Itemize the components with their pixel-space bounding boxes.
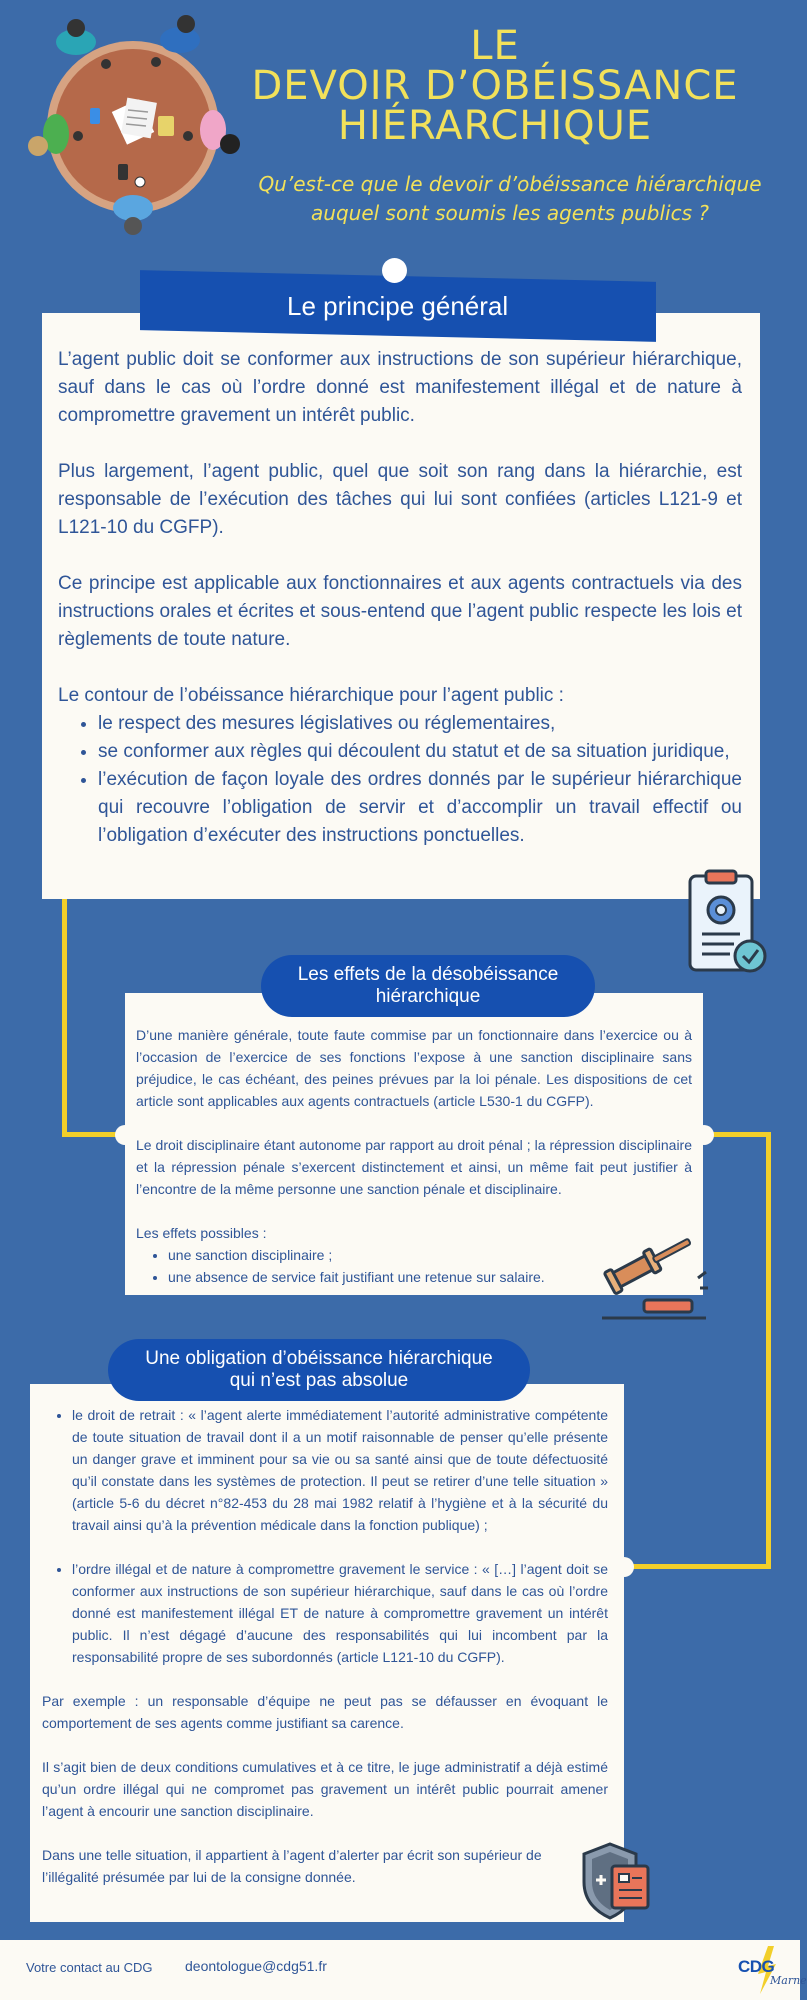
principle-text <box>58 346 742 850</box>
list-item: • une sanction disciplinaire ; <box>168 1244 692 1266</box>
section-pill-limits <box>108 1339 530 1401</box>
connector-line <box>62 899 67 1135</box>
section-title-line: qui n’est pas absolue <box>229 1370 409 1391</box>
paragraph: Ce principe est applicable aux fonctionnaires et aux agents contractuels via des instructions orales et écrites et sous-entend que l’agent public respecte les lois et règlements de toute nature. <box>58 573 742 650</box>
list-item: • une absence de service fait justifiant une retenue sur salaire. <box>168 1266 692 1288</box>
list-item: • l’exécution de façon loyale des ordres donnés par le supérieur hiérarchique qui recouvre l’obligation de servir et d’accomplir un travail effectif ou l’obligation d’exécuter des instructions ponctuelles. <box>98 766 742 850</box>
title-line-3: HIÉRARCHIQUE <box>337 103 653 149</box>
list-item: • l’ordre illégal et de nature à compromettre gravement le service : « […] l’agent doit se conformer aux instructions de son supérieur hiérarchique, sauf dans le cas où l’ordre donné est manifestement illégal ET de nature à compromettre gravement un intérêt public. Il n’est dégagé d’aucune des responsabilités qui lui incombent par la responsabilité propre de ses subordonnés (article L121-10 du CGFP). <box>72 1558 608 1668</box>
checklist-gear-icon <box>684 870 770 980</box>
section-title-line: Les effets de la désobéissance <box>297 964 559 985</box>
logo-subtext: Marne <box>770 1974 807 1987</box>
paragraph: Le contour de l’obéissance hiérarchique pour l’agent public : <box>58 685 564 706</box>
connector-line <box>766 1132 771 1569</box>
section-title: Le principe général <box>287 290 509 321</box>
paragraph: D’une manière générale, toute faute commise par un fonctionnaire dans l’exercice ou à l’occasion de l’exercice de ses fonctions l’expose à une sanction disciplinaire sans préjudice, le cas échéant, des peines prévues par la loi pénale. Les dispositions de cet article sont applicables aux agents contractuels (article L530-1 du CGFP). <box>136 1027 692 1109</box>
bullet-list <box>42 1404 608 1668</box>
title-line-2: DEVOIR D’OBÉISSANCE <box>251 63 739 109</box>
contact-email-link[interactable]: deontologue@cdg51.fr <box>185 1958 327 1974</box>
card-notch-left <box>115 1125 135 1145</box>
paragraph: L’agent public doit se conformer aux instructions de son supérieur hiérarchique, sauf dans le cas où l’ordre donné est manifestement illégal et de nature à compromettre gravement un intérêt public. <box>58 349 742 426</box>
ribbon-dot <box>382 258 407 283</box>
list-item: • le respect des mesures législatives ou réglementaires, <box>98 710 742 738</box>
card-notch-right <box>694 1125 714 1145</box>
paragraph: Les effets possibles : <box>136 1225 267 1241</box>
section-title-line: hiérarchique <box>375 986 481 1007</box>
subtitle-line-2: auquel sont soumis les agents publics ? <box>311 201 709 225</box>
contact-label: Votre contact au CDG <box>26 1960 153 1975</box>
paragraph: Par exemple : un responsable d’équipe ne peut pas se défausser en évoquant le comportement de ses agents comme justifiant sa carence. <box>42 1693 608 1731</box>
bullet-list <box>58 710 742 850</box>
card-notch-right <box>614 1557 634 1577</box>
list-item: • se conformer aux règles qui découlent du statut et de sa situation juridique, <box>98 738 742 766</box>
section-title-line: Une obligation d’obéissance hiérarchique <box>145 1348 493 1369</box>
paragraph: Plus largement, l’agent public, quel que soit son rang dans la hiérarchie, est responsable de l’exécution des tâches qui lui sont confiées (articles L121-9 et L121-10 du CGFP). <box>58 461 742 538</box>
paragraph: Le droit disciplinaire étant autonome par rapport au droit pénal ; la répression disciplinaire et la répression pénale s’exercent distinctement et ainsi, un même fait peut justifier à l’encontre de la même personne une sanction pénale et disciplinaire. <box>136 1137 692 1197</box>
connector-line <box>624 1564 771 1569</box>
section-pill-disobedience <box>261 955 595 1017</box>
subtitle-line-1: Qu’est-ce que le devoir d’obéissance hiérarchique <box>258 172 762 196</box>
page-subtitle <box>240 170 780 228</box>
limits-text <box>42 1404 608 1888</box>
meeting-table-illustration <box>18 12 253 242</box>
list-item: • le droit de retrait : « l’agent alerte immédiatement l’autorité administrative compétente de toute situation de travail dont il a un motif raisonnable de penser qu’elle présente un danger grave et imminent pour sa vie ou sa santé ainsi que de toute défectuosité qu’il constate dans les systèmes de protection. Il peut se retirer d’une telle situation » (article 5-6 du décret n°82-453 du 28 mai 1982 relatif à l’hygiène et à la sécurité du travail ainsi qu’à la prévention médicale dans la fonction publique) ; <box>72 1404 608 1536</box>
paragraph: Dans une telle situation, il appartient à l’agent d’alerter par écrit son supérieur de l’illégalité présumée par lui de la consigne donnée. <box>42 1847 542 1885</box>
page-title <box>235 23 755 149</box>
logo-text: CDG <box>738 1957 775 1976</box>
shield-document-icon <box>574 1840 660 1922</box>
gavel-icon <box>600 1242 708 1324</box>
title-line-1: LE <box>470 23 520 69</box>
paragraph: Il s’agit bien de deux conditions cumulatives et à ce titre, le juge administratif a déjà estimé qu’un ordre illégal qui ne compromet pas gravement un intérêt public pourrait amener l’agent à encourir une sanction disciplinaire. <box>42 1759 608 1819</box>
